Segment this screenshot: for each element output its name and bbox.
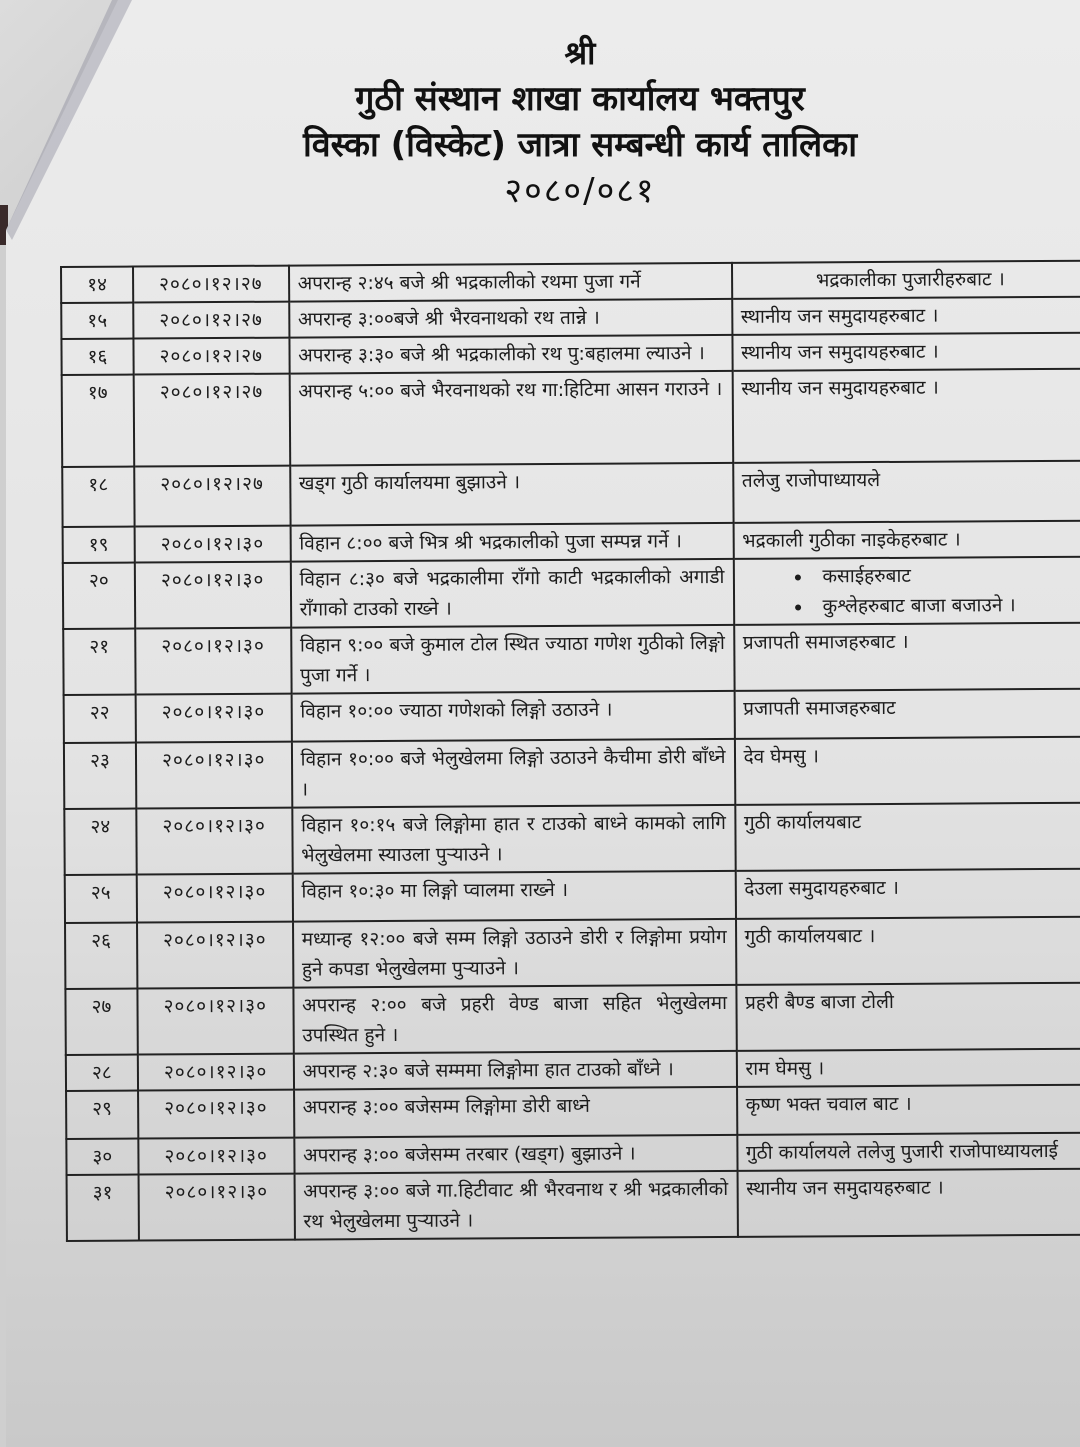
responsible-cell: कृष्ण भक्त चवाल बाट । [737, 1085, 1080, 1135]
responsible-cell: गुठी कार्यालयबाट । [736, 917, 1080, 985]
serial-number: १९ [63, 527, 135, 563]
activity-cell: विहान ८:३० बजे भद्रकालीमा राँगो काटी भद्रकालीको अगाडी राँगाको टाउको राख्ने । [290, 559, 733, 628]
responsible-cell [733, 557, 1080, 625]
activity-cell: अपरान्ह ३:०० बजेसम्म तरबार (खड्ग) बुझाउने । [294, 1135, 737, 1174]
table-row [63, 557, 1080, 629]
activity-cell: विहान १०:०० ज्याठा गणेशको लिङ्गो उठाउने । [291, 691, 734, 742]
document-header [0, 30, 1080, 214]
date-cell: २०८०।१२।२७ [134, 374, 290, 467]
office-name: गुठी संस्थान शाखा कार्यालय भक्तपुर [355, 79, 805, 119]
serial-number: १८ [62, 467, 134, 527]
table-row [66, 1133, 1080, 1175]
date-cell: २०८०।१२।२७ [133, 266, 289, 303]
serial-number: २७ [65, 989, 137, 1055]
schedule-table [60, 260, 1080, 1242]
date-cell: २०८०।१२।२७ [134, 466, 290, 527]
serial-number: २४ [64, 809, 136, 875]
responsible-cell: भद्रकाली गुठीका नाइकेहरुबाट । [733, 521, 1080, 559]
table-row [61, 297, 1080, 339]
serial-number: २५ [65, 875, 137, 923]
activity-cell: अपरान्ह २:०० बजे प्रहरी वेण्ड बाजा सहित भेलुखेलमा उपस्थित हुने । [293, 985, 736, 1054]
responsible-cell: प्रजापती समाजहरुबाट । [734, 623, 1080, 691]
date-cell: २०८०।१२।३० [138, 1174, 294, 1241]
responsible-cell: देउला समुदायहरुबाट । [735, 869, 1080, 919]
activity-cell: विहान १०:१५ बजे लिङ्गोमा हात र टाउको बाध्ने कामको लागि भेलुखेलमा स्याउला पुऱ्याउने । [292, 805, 735, 874]
responsible-cell: स्थानीय जन समुदायहरुबाट । [732, 333, 1080, 371]
date-cell: २०८०।१२।३० [138, 1138, 294, 1175]
table-row [67, 1169, 1080, 1241]
date-cell: २०८०।१२।३० [136, 694, 292, 743]
table-row [65, 917, 1080, 989]
date-cell: २०८०।१२।३० [134, 526, 290, 563]
serial-number: ३० [66, 1139, 138, 1175]
table-row [65, 869, 1080, 923]
responsible-cell: प्रजापती समाजहरुबाट [734, 689, 1080, 739]
serial-number: ३१ [67, 1175, 139, 1241]
date-cell: २०८०।१२।३० [138, 1090, 294, 1139]
activity-cell: विहान ८:०० बजे भित्र श्री भद्रकालीको पुजा सम्पन्न गर्ने । [290, 523, 733, 562]
table-row [62, 369, 1080, 467]
responsible-cell: राम घेमसु । [736, 1049, 1080, 1087]
responsible-cell: भद्रकालीका पुजारीहरुबाट । [732, 261, 1080, 299]
date-cell: २०८०।१२।२७ [133, 338, 289, 375]
activity-cell: विहान १०:०० बजे भेलुखेलमा लिङ्गो उठाउने कैचीमा डोरी बाँध्ने । [292, 739, 735, 808]
serial-number: २८ [66, 1055, 138, 1091]
table-row [64, 689, 1080, 743]
responsible-cell: देव घेमसु । [734, 737, 1080, 805]
responsible-cell: गुठी कार्यालयबाट [735, 803, 1080, 871]
responsible-cell: प्रहरी बैण्ड बाजा टोली [736, 983, 1080, 1051]
list-item: • कुश्लेहरुबाट बाजा बजाउने । [813, 590, 1080, 622]
serial-number: २१ [63, 629, 135, 695]
activity-cell: अपरान्ह २:३० बजे सम्ममा लिङ्गोमा हात टाउको बाँध्ने । [293, 1051, 736, 1090]
activity-cell: अपरान्ह ५:०० बजे भैरवनाथको रथ गा:हिटिमा आसन गराउने । [289, 371, 732, 466]
table-row [63, 623, 1080, 695]
table-row [64, 737, 1080, 809]
responsible-cell: तलेजु राजोपाध्यायले [733, 461, 1080, 523]
activity-cell: अपरान्ह ३:३० बजे श्री भद्रकालीको रथ पु:बहालमा ल्याउने । [289, 335, 732, 374]
activity-cell: विहान १०:३० मा लिङ्गो प्वालमा राख्ने । [292, 871, 735, 922]
date-cell: २०८०।१२।३० [135, 562, 291, 629]
serial-number: २२ [64, 695, 136, 743]
table-row [64, 803, 1080, 875]
fiscal-year: २०८०/०८१ [504, 171, 656, 211]
serial-number: २३ [64, 743, 136, 809]
responsible-cell: स्थानीय जन समुदायहरुबाट । [737, 1169, 1080, 1237]
table-row [66, 1085, 1080, 1139]
activity-cell: विहान ९:०० बजे कुमाल टोल स्थित ज्याठा गणेश गुठीको लिङ्गो पुजा गर्ने । [291, 625, 734, 694]
responsible-cell: गुठी कार्यालयले तलेजु पुजारी राजोपाध्यायलाई [737, 1133, 1080, 1171]
date-cell: २०८०।१२।२७ [133, 302, 289, 339]
date-cell: २०८०।१२।३० [137, 874, 293, 923]
date-cell: २०८०।१२।३० [138, 1054, 294, 1091]
activity-cell: मध्यान्ह १२:०० बजे सम्म लिङ्गो उठाउने डोरी र लिङ्गोमा प्रयोग हुने कपडा भेलुखेलमा पुऱ्याउने । [293, 919, 736, 988]
date-cell: २०८०।१२।३० [136, 808, 292, 875]
serial-number: १४ [61, 267, 133, 303]
date-cell: २०८०।१२।३० [135, 628, 291, 695]
list-item: • कसाईहरुबाट [812, 560, 1080, 592]
table-row [62, 461, 1080, 527]
table-row [66, 1049, 1080, 1091]
shree-heading: श्री [564, 34, 596, 72]
document-title: विस्का (विस्केट) जात्रा सम्बन्धी कार्य तालिका [302, 125, 858, 165]
responsible-list [742, 560, 1080, 622]
serial-number: २९ [66, 1091, 138, 1139]
table-row [63, 521, 1080, 563]
activity-cell: खड्ग गुठी कार्यालयमा बुझाउने । [290, 463, 733, 526]
date-cell: २०८०।१२।३० [136, 742, 292, 809]
date-cell: २०८०।१२।३० [137, 988, 293, 1055]
activity-cell: अपरान्ह ३:०० बजे गा.हिटीवाट श्री भैरवनाथ र श्री भद्रकालीको रथ भेलुखेलमा पुऱ्याउने । [294, 1171, 737, 1240]
activity-cell: अपरान्ह ३:००बजे श्री भैरवनाथको रथ तान्ने । [289, 299, 732, 338]
table-row [61, 333, 1080, 375]
serial-number: १७ [62, 375, 134, 467]
serial-number: २६ [65, 923, 137, 989]
activity-cell: अपरान्ह २:४५ बजे श्री भद्रकालीको रथमा पुजा गर्ने [289, 263, 732, 302]
responsible-cell: स्थानीय जन समुदायहरुबाट । [732, 297, 1080, 335]
table-row [65, 983, 1080, 1055]
serial-number: १६ [61, 339, 133, 375]
serial-number: १५ [61, 303, 133, 339]
responsible-cell: स्थानीय जन समुदायहरुबाट । [732, 369, 1080, 463]
date-cell: २०८०।१२।३० [137, 922, 293, 989]
serial-number: २० [63, 563, 135, 629]
activity-cell: अपरान्ह ३:०० बजेसम्म लिङ्गोमा डोरी बाध्ने [294, 1087, 737, 1138]
table-row [61, 261, 1080, 303]
